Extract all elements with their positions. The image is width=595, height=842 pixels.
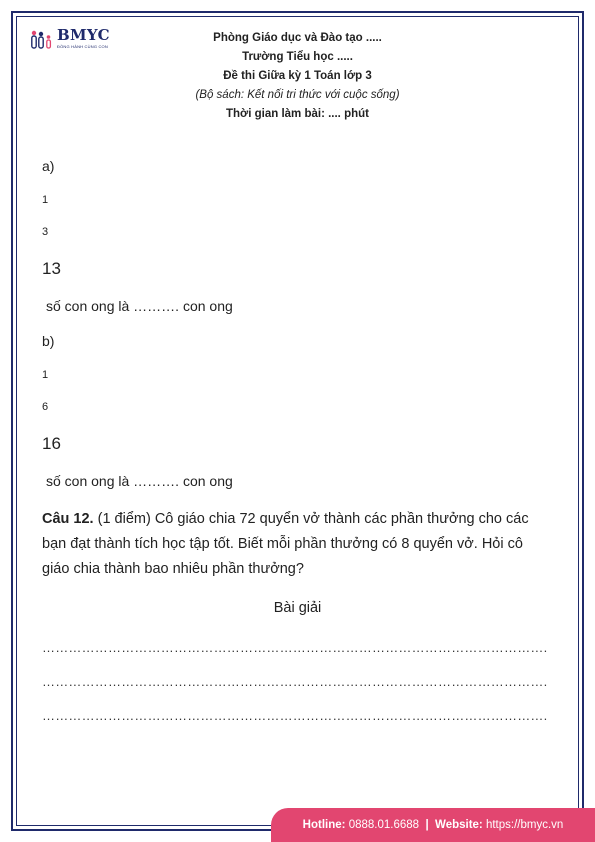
answer-line-2: ……………………………………………………………………………………………………. [42, 674, 548, 689]
logo-name: BMYC [57, 26, 110, 44]
page-frame-inner [16, 16, 579, 826]
part-b-numerator: 1 [42, 369, 49, 381]
answer-line-1: ……………………………………………………………………………………………………. [42, 640, 548, 655]
part-b-denominator: 6 [42, 401, 49, 413]
part-a-numerator: 1 [42, 194, 49, 206]
header-exam-title: Đề thi Giữa kỳ 1 Toán lớp 3 [223, 70, 372, 82]
part-a-label: a) [42, 158, 55, 174]
solution-title: Bài giải [273, 600, 322, 616]
footer-website-label: Website: [435, 819, 483, 831]
logo-tagline: ĐỒNG HÀNH CÙNG CON [57, 44, 108, 49]
part-a-answer: số con ong là ………. con ong [46, 298, 233, 314]
question-12-text: (1 điểm) Cô giáo chia 72 quyển vở thành các phần thưởng cho các bạn đạt thành tích học tập tốt. Biết mỗi phần thưởng có 8 quyển vở. Hỏi cô giáo chia thành bao nhiêu phần thưởng? [42, 511, 529, 577]
footer-separator: | [425, 819, 429, 831]
footer-hotline: 0888.01.6688 [348, 819, 420, 831]
footer-website-link[interactable]: https://bmyc.vn [485, 819, 564, 831]
document-header [0, 26, 595, 124]
part-a-total: 13 [42, 259, 61, 278]
question-12-number: Câu 12. [42, 511, 94, 527]
header-duration: Thời gian làm bài: .... phút [226, 108, 369, 120]
header-school: Trường Tiểu học ..... [242, 51, 353, 63]
header-book-series: (Bộ sách: Kết nối tri thức với cuộc sống) [195, 89, 400, 101]
footer-contact-bar [271, 808, 595, 842]
answer-line-3: ……………………………………………………………………………………………………. [42, 708, 548, 723]
part-b-total: 16 [42, 434, 61, 453]
header-department: Phòng Giáo dục và Đào tạo ..... [213, 32, 382, 44]
part-a-denominator: 3 [42, 226, 49, 238]
part-b-label: b) [42, 333, 55, 349]
part-b-answer: số con ong là ………. con ong [46, 473, 233, 489]
question-12 [42, 507, 552, 582]
footer-hotline-label: Hotline: [302, 819, 346, 831]
